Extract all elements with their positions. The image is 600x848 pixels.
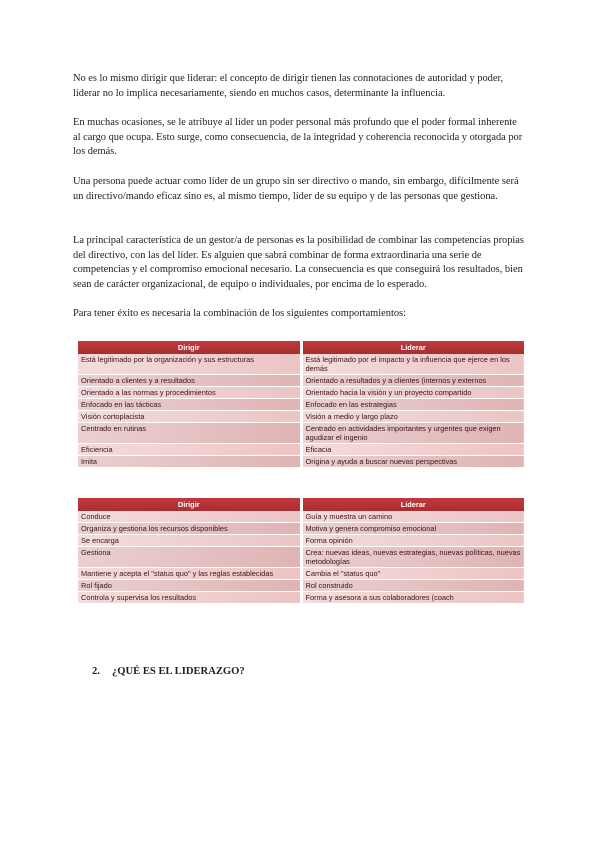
cell-dirigir: Conduce [78, 511, 301, 523]
section-heading [92, 666, 245, 677]
cell-dirigir: Enfocado en las tácticas [78, 399, 301, 411]
table-row [78, 444, 524, 456]
table-row [78, 535, 524, 547]
table-row [78, 375, 524, 387]
table-row [78, 523, 524, 535]
cell-liderar: Centrado en actividades importantes y urgentes que exigen agudizar el ingenio [301, 423, 524, 444]
cell-liderar: Enfocado en las estrategias [301, 399, 524, 411]
cell-dirigir: Controla y supervisa los resultados [78, 592, 301, 604]
cell-dirigir: Organiza y gestiona los recursos disponibles [78, 523, 301, 535]
cell-dirigir: Está legitimado por la organización y sus estructuras [78, 354, 301, 375]
cell-liderar: Visión a medio y largo plazo [301, 411, 524, 423]
table-row [78, 387, 524, 399]
comparison-table-2 [78, 498, 524, 604]
table-row [78, 547, 524, 568]
cell-liderar: Motiva y genera compromiso emocional [301, 523, 524, 535]
paragraph-intro-tabla: Para tener éxito es necesaria la combinación de los siguientes comportamientos: [73, 308, 406, 319]
table-row [78, 399, 524, 411]
cell-dirigir: Orientado a clientes y a resultados [78, 375, 301, 387]
cell-dirigir: Imita [78, 456, 301, 468]
table-row [78, 592, 524, 604]
column-header-liderar: Liderar [301, 498, 524, 511]
table-row [78, 423, 524, 444]
cell-dirigir: Gestiona [78, 547, 301, 568]
table-row [78, 456, 524, 468]
table-header-row [78, 498, 524, 511]
cell-liderar: Forma opinión [301, 535, 524, 547]
cell-dirigir: Centrado en rutinas [78, 423, 301, 444]
paragraph-dirigir-liderar: No es lo mismo dirigir que liderar: el concepto de dirigir tienen las connotaciones de autoridad y poder, liderar no lo implica necesariamente, siendo en muchos casos, determinante la influencia. [73, 73, 504, 99]
table-row [78, 354, 524, 375]
cell-dirigir: Rol fijado [78, 580, 301, 592]
section-number: 2. [92, 666, 100, 677]
cell-dirigir: Mantiene y acepta el "status quo" y las reglas establecidas [78, 568, 301, 580]
cell-liderar: Origina y ayuda a buscar nuevas perspectivas [301, 456, 524, 468]
table-row [78, 511, 524, 523]
cell-dirigir: Se encarga [78, 535, 301, 547]
table-row [78, 411, 524, 423]
cell-liderar: Crea: nuevas ideas, nuevas estrategias, nuevas políticas, nuevas metodologías [301, 547, 524, 568]
column-header-dirigir: Dirigir [78, 498, 301, 511]
cell-dirigir: Visión cortoplacista [78, 411, 301, 423]
column-header-liderar: Liderar [301, 341, 524, 354]
paragraph-gestor-personas: La principal característica de un gestor/a de personas es la posibilidad de combinar las competencias propias del directivo, con las del líder. Es alguien que sabrá combinar de forma extraordinaria una serie de competencias y el compromiso emocional necesario. La consecuencia es que conseguirá los resultados, bien sean de carácter organizacional, de equipo o individuales, por encima de lo esperado. [73, 235, 524, 290]
table-header-row [78, 341, 524, 354]
cell-liderar: Está legitimado por el impacto y la influencia que ejerce en los demás [301, 354, 524, 375]
cell-liderar: Orientado hacia la visión y un proyecto compartido [301, 387, 524, 399]
table-row [78, 568, 524, 580]
cell-liderar: Guía y muestra un camino [301, 511, 524, 523]
cell-dirigir: Orientado a las normas y procedimientos [78, 387, 301, 399]
column-header-dirigir: Dirigir [78, 341, 301, 354]
section-title: ¿QUÉ ES EL LIDERAZGO? [111, 666, 245, 677]
cell-liderar: Cambia el "status quo" [301, 568, 524, 580]
cell-liderar: Orientado a resultados y a clientes (internos y externos [301, 375, 524, 387]
cell-liderar: Eficacia [301, 444, 524, 456]
table-row [78, 580, 524, 592]
cell-dirigir: Eficiencia [78, 444, 301, 456]
cell-liderar: Rol construido [301, 580, 524, 592]
comparison-table-1 [78, 341, 524, 468]
paragraph-poder-personal: En muchas ocasiones, se le atribuye al líder un poder personal más profundo que el poder formal inherente al cargo que ocupa. Esto surge, como consecuencia, de la integridad y coherencia reconocida y otorgada por los demás. [73, 117, 523, 158]
paragraph-lider-sin-mando: Una persona puede actuar como líder de un grupo sin ser directivo o mando, sin embargo, difícilmente será un directivo/mando eficaz sino es, al mismo tiempo, líder de su equipo y de las personas que gestiona. [73, 176, 519, 202]
cell-liderar: Forma y asesora a sus colaboradores (coach [301, 592, 524, 604]
